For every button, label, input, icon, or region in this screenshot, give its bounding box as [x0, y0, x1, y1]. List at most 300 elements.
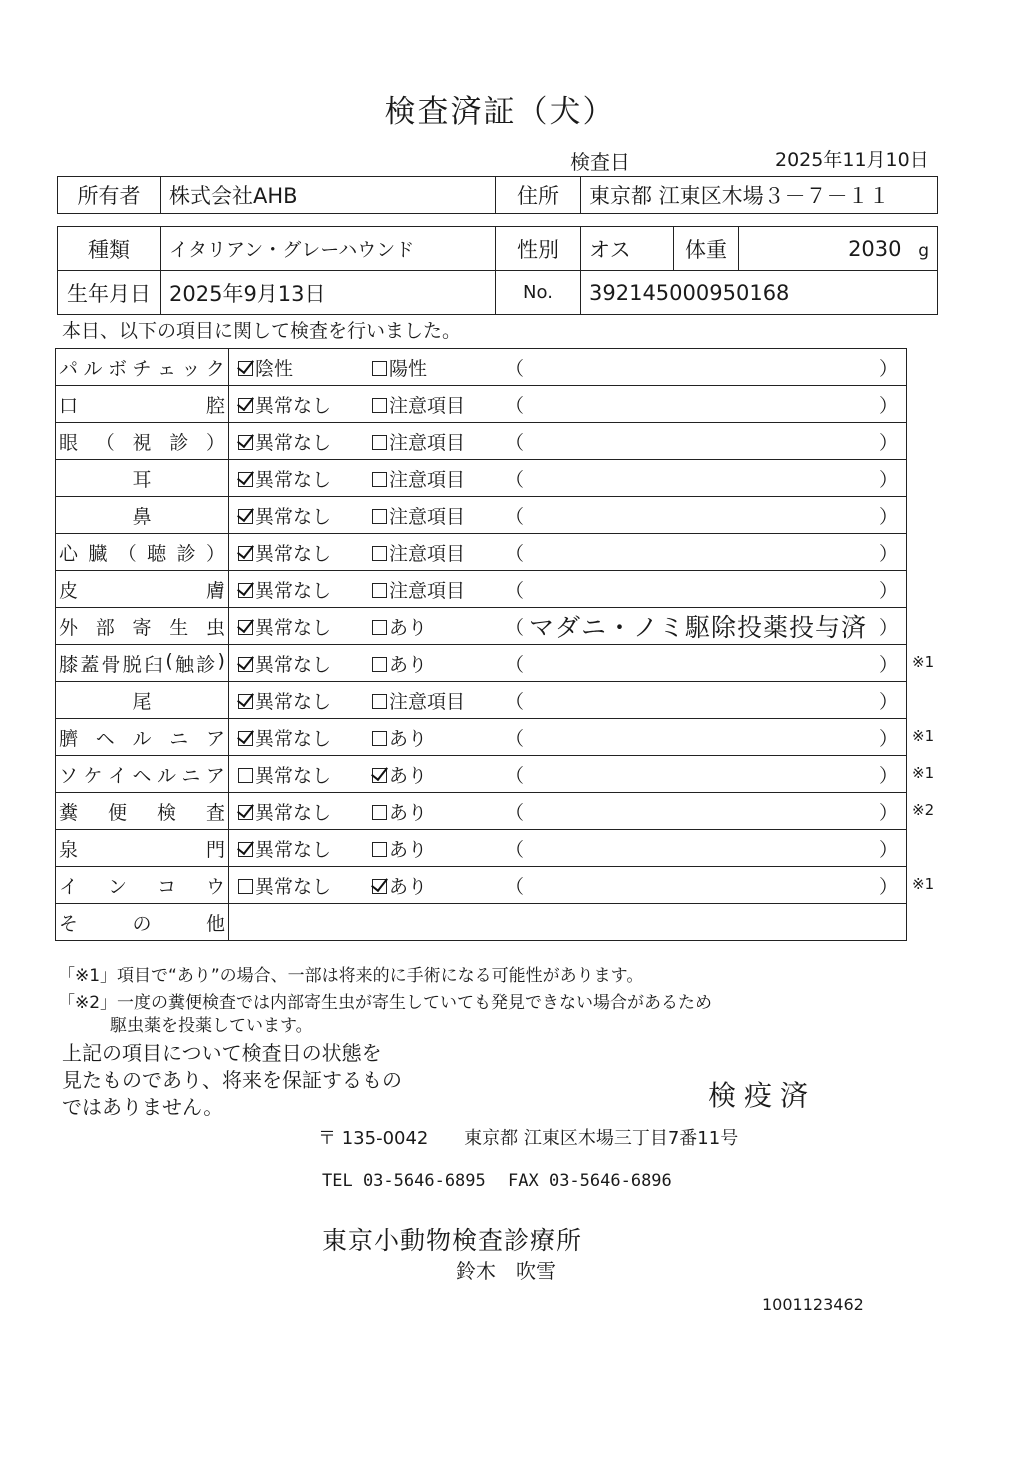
- exam-result-row: [229, 645, 906, 681]
- exam-result-cell: [229, 682, 907, 719]
- label-char: 触: [175, 653, 195, 676]
- label-char: パ: [59, 357, 79, 380]
- label-char: 生: [169, 616, 189, 639]
- exam-result-row: [229, 793, 906, 829]
- paren-open: （: [505, 875, 525, 898]
- checkbox-icon[interactable]: [238, 879, 253, 894]
- label-char: 便: [107, 801, 127, 824]
- clinic-address: 東京都 江東区木場三丁目7番11号: [464, 1128, 739, 1149]
- exam-row: [56, 682, 907, 719]
- exam-item-label: [59, 724, 225, 751]
- label-char: 診: [176, 542, 196, 565]
- paren-close: ）: [878, 431, 898, 454]
- option-normal-label: 異常なし: [255, 801, 332, 824]
- label-char: （: [117, 542, 137, 565]
- label-char: 蓋: [80, 653, 100, 676]
- paren-close: ）: [878, 838, 898, 861]
- exam-result-cell: [229, 534, 907, 571]
- telephone: TEL 03-5646-6895: [322, 1171, 486, 1191]
- checkbox-icon[interactable]: [372, 361, 387, 376]
- exam-result-cell: [229, 608, 907, 645]
- option-normal-label: 異常なし: [255, 394, 332, 417]
- exam-item-name: [56, 682, 229, 719]
- paren-close: ）: [878, 505, 898, 528]
- label-char: 糞: [59, 801, 79, 824]
- weight-cell: [739, 227, 938, 271]
- label-char: 耳: [132, 468, 152, 491]
- option-abnormal[interactable]: [372, 872, 427, 899]
- footnote-ref-mark: ※1: [912, 764, 935, 782]
- exam-item-name: [56, 386, 229, 423]
- option-normal-label: 異常なし: [255, 579, 332, 602]
- paren-open: （: [505, 468, 525, 491]
- label-char: ン: [107, 875, 127, 898]
- exam-result-row: [229, 830, 906, 866]
- exam-item-label: [59, 502, 225, 529]
- exam-item-name: [56, 756, 229, 793]
- option-abnormal[interactable]: [372, 465, 465, 492]
- option-abnormal[interactable]: [372, 613, 427, 640]
- exam-item-label: [59, 539, 225, 566]
- checkbox-icon[interactable]: [238, 620, 253, 635]
- exam-result-cell: [229, 756, 907, 793]
- exam-date-label: 検査日: [570, 150, 630, 174]
- label-char: ル: [132, 727, 152, 750]
- paren-close: ）: [878, 394, 898, 417]
- exam-result-cell: [229, 793, 907, 830]
- checkbox-icon[interactable]: [372, 620, 387, 635]
- option-normal[interactable]: [238, 576, 331, 603]
- paren-open: （: [505, 653, 525, 676]
- exam-row: [56, 386, 907, 423]
- exam-row: [56, 349, 907, 386]
- exam-item-name: [56, 830, 229, 867]
- exam-item-name: [56, 645, 229, 682]
- exam-item-name: [56, 608, 229, 645]
- birth-label: 生年月日: [58, 271, 161, 315]
- exam-result-cell: [229, 571, 907, 608]
- checkbox-icon[interactable]: [238, 657, 253, 672]
- paren-close: ）: [878, 727, 898, 750]
- label-char: 口: [59, 394, 79, 417]
- exam-result-row: [229, 534, 906, 570]
- option-normal-label: 陰性: [255, 357, 294, 380]
- exam-item-name: [56, 719, 229, 756]
- option-abnormal[interactable]: [372, 687, 465, 714]
- label-char: 尾: [132, 690, 152, 713]
- exam-item-name: [56, 904, 229, 941]
- checkbox-icon[interactable]: [238, 398, 253, 413]
- option-normal[interactable]: [238, 613, 331, 640]
- label-char: ル: [83, 357, 103, 380]
- checkbox-icon[interactable]: [238, 472, 253, 487]
- paren-open: （: [505, 579, 525, 602]
- exam-date-value: 2025年11月10日: [775, 149, 929, 171]
- paren-close: ）: [878, 616, 898, 639]
- exam-item-label: [59, 613, 225, 640]
- label-char: 外: [59, 616, 79, 639]
- exam-row: [56, 608, 907, 645]
- exam-item-label: [59, 798, 225, 825]
- label-char: 眼: [59, 431, 79, 454]
- exam-item-name: [56, 571, 229, 608]
- option-abnormal-label: 注意項目: [389, 505, 466, 528]
- option-abnormal[interactable]: [372, 354, 427, 381]
- label-char: イ: [107, 764, 127, 787]
- option-abnormal-label: 注意項目: [389, 468, 466, 491]
- owner-value: 株式会社AHB: [161, 177, 496, 214]
- address-label: 住所: [496, 177, 581, 214]
- exam-result-cell: [229, 423, 907, 460]
- remark-text: マダニ・ノミ駆除投薬投与済: [529, 613, 868, 642]
- exam-result-cell: [229, 497, 907, 534]
- paren-open: （: [505, 542, 525, 565]
- exam-result-row: [229, 682, 906, 718]
- label-char: 聴: [147, 542, 167, 565]
- option-normal-label: 異常なし: [255, 690, 332, 713]
- label-char: 鼻: [132, 505, 152, 528]
- exam-item-label: [59, 576, 225, 603]
- exam-row: [56, 571, 907, 608]
- breed-label: 種類: [58, 227, 161, 271]
- option-abnormal-label: あり: [389, 653, 428, 676]
- sex-label: 性別: [496, 227, 581, 271]
- option-abnormal-label: 注意項目: [389, 542, 466, 565]
- option-abnormal[interactable]: [372, 761, 427, 788]
- footnote-1: 「※1」項目で“あり”の場合、一部は将来的に手術になる可能性があります。: [58, 966, 644, 986]
- option-normal[interactable]: [238, 465, 331, 492]
- exam-result-cell: [229, 719, 907, 756]
- option-abnormal-label: 注意項目: [389, 394, 466, 417]
- label-char: (: [165, 649, 173, 672]
- paren-close: ）: [878, 542, 898, 565]
- no-value: 392145000950168: [581, 271, 938, 315]
- label-char: 膚: [205, 579, 225, 602]
- exam-row: [56, 719, 907, 756]
- no-label: No.: [496, 271, 581, 315]
- exam-result-cell: [229, 460, 907, 497]
- label-char: ボ: [107, 357, 127, 380]
- label-char: の: [132, 912, 152, 935]
- checkbox-icon[interactable]: [372, 731, 387, 746]
- option-abnormal-label: あり: [389, 616, 428, 639]
- label-char: 虫: [205, 616, 225, 639]
- label-char: ケ: [83, 764, 103, 787]
- paren-close: ）: [878, 653, 898, 676]
- option-normal-label: 異常なし: [255, 542, 332, 565]
- fax: FAX 03-5646-6896: [508, 1171, 672, 1191]
- exam-result-row: [229, 460, 906, 496]
- label-char: ソ: [59, 764, 79, 787]
- exam-item-name: [56, 793, 229, 830]
- checkbox-icon[interactable]: [372, 657, 387, 672]
- checkbox-icon[interactable]: [372, 694, 387, 709]
- label-char: 腔: [205, 394, 225, 417]
- footnote-ref-mark: ※1: [912, 875, 935, 893]
- exam-row: [56, 460, 907, 497]
- checkbox-icon[interactable]: [372, 435, 387, 450]
- label-char: ウ: [205, 875, 225, 898]
- option-normal[interactable]: [238, 835, 331, 862]
- option-abnormal[interactable]: [372, 428, 465, 455]
- exam-item-name: [56, 460, 229, 497]
- label-char: ヘ: [95, 727, 115, 750]
- option-abnormal[interactable]: [372, 576, 465, 603]
- checkbox-icon[interactable]: [372, 472, 387, 487]
- exam-row: [56, 497, 907, 534]
- exam-item-label: [59, 872, 225, 899]
- address-value: 東京都 江東区木場３－７－１１: [581, 177, 938, 214]
- exam-result-cell: [229, 830, 907, 867]
- checkbox-icon[interactable]: [372, 546, 387, 561]
- paren-open: （: [505, 838, 525, 861]
- option-abnormal[interactable]: [372, 539, 465, 566]
- paren-close: ）: [878, 468, 898, 491]
- paren-close: ）: [878, 579, 898, 602]
- contact-line: [322, 1171, 672, 1191]
- label-char: 心: [59, 542, 79, 565]
- label-char: ア: [205, 764, 225, 787]
- exam-item-label: [59, 909, 225, 936]
- exam-item-name: [56, 867, 229, 904]
- label-char: ア: [205, 727, 225, 750]
- label-char: 部: [95, 616, 115, 639]
- exam-item-label: [59, 835, 225, 862]
- checkbox-icon[interactable]: [372, 768, 387, 783]
- paren-open: （: [505, 801, 525, 824]
- checkbox-icon[interactable]: [238, 583, 253, 598]
- exam-row-other: [56, 904, 907, 941]
- paren-open: （: [505, 764, 525, 787]
- exam-result-row: [229, 608, 906, 644]
- exam-result-cell: [229, 386, 907, 423]
- exam-result-cell: [229, 867, 907, 904]
- certificate-title: 検査済証（犬）: [384, 94, 616, 130]
- option-normal[interactable]: [238, 502, 331, 529]
- checkbox-icon[interactable]: [372, 509, 387, 524]
- label-char: 寄: [132, 616, 152, 639]
- option-abnormal-label: あり: [389, 875, 428, 898]
- checkbox-icon[interactable]: [372, 583, 387, 598]
- exam-item-label: [59, 650, 225, 677]
- option-normal[interactable]: [238, 798, 331, 825]
- label-char: 他: [205, 912, 225, 935]
- label-char: 膝: [59, 653, 79, 676]
- paren-close: ）: [878, 690, 898, 713]
- exam-item-name: [56, 349, 229, 386]
- label-char: 診: [196, 653, 216, 676]
- label-char: 診: [169, 431, 189, 454]
- label-char: ク: [205, 357, 225, 380]
- footnote-ref-mark: ※2: [912, 801, 935, 819]
- option-normal[interactable]: [238, 650, 331, 677]
- option-normal-label: 異常なし: [255, 875, 332, 898]
- option-normal[interactable]: [238, 391, 331, 418]
- paren-close: ）: [878, 764, 898, 787]
- label-char: 臓: [88, 542, 108, 565]
- label-char: （: [95, 431, 115, 454]
- exam-result-row: [229, 719, 906, 755]
- option-normal[interactable]: [238, 761, 331, 788]
- checkbox-icon[interactable]: [372, 805, 387, 820]
- option-abnormal-label: あり: [389, 727, 428, 750]
- option-normal[interactable]: [238, 539, 331, 566]
- dog-info-table: [57, 226, 938, 315]
- paren-open: （: [505, 690, 525, 713]
- clinic-name: 東京小動物検査診療所: [322, 1226, 583, 1255]
- label-char: ）: [205, 542, 225, 565]
- option-abnormal-label: あり: [389, 764, 428, 787]
- option-abnormal-label: 注意項目: [389, 690, 466, 713]
- quarantine-stamp: 検疫済: [708, 1079, 817, 1112]
- breed-value: イタリアン・グレーハウンド: [161, 227, 496, 271]
- option-abnormal-label: 注意項目: [389, 579, 466, 602]
- option-abnormal-label: あり: [389, 838, 428, 861]
- closing-statement: 上記の項目について検査日の状態を 見たものであり、将来を保証するもの ではありません。: [62, 1041, 402, 1119]
- exam-item-label: [59, 465, 225, 492]
- exam-result-cell: [229, 645, 907, 682]
- label-char: ): [217, 649, 225, 672]
- checkbox-icon[interactable]: [238, 842, 253, 857]
- footnote-ref-mark: ※1: [912, 727, 935, 745]
- option-abnormal[interactable]: [372, 724, 427, 751]
- label-char: ェ: [156, 357, 176, 380]
- paren-open: （: [505, 616, 525, 639]
- option-normal-label: 異常なし: [255, 616, 332, 639]
- option-normal-label: 異常なし: [255, 468, 332, 491]
- postal-code: 〒 135-0042: [318, 1128, 429, 1149]
- paren-open: （: [505, 394, 525, 417]
- option-abnormal-label: 注意項目: [389, 431, 466, 454]
- label-char: 泉: [59, 838, 79, 861]
- owner-label: 所有者: [58, 177, 161, 214]
- option-normal-label: 異常なし: [255, 431, 332, 454]
- label-char: 視: [132, 431, 152, 454]
- label-char: そ: [59, 912, 79, 935]
- label-char: ヘ: [132, 764, 152, 787]
- exam-item-label: [59, 391, 225, 418]
- checkbox-icon[interactable]: [238, 768, 253, 783]
- checkbox-icon[interactable]: [238, 435, 253, 450]
- label-char: チ: [132, 357, 152, 380]
- exam-item-label: [59, 761, 225, 788]
- exam-item-name: [56, 534, 229, 571]
- exam-item-label: [59, 354, 225, 381]
- label-char: 臍: [59, 727, 79, 750]
- paren-open: （: [505, 505, 525, 528]
- option-abnormal-label: 陽性: [389, 357, 428, 380]
- option-normal[interactable]: [238, 724, 331, 751]
- signer-name: 鈴木 吹雪: [456, 1259, 556, 1283]
- checkbox-icon[interactable]: [238, 731, 253, 746]
- option-normal-label: 異常なし: [255, 727, 332, 750]
- owner-table: [57, 176, 938, 214]
- exam-result-cell: [229, 349, 907, 386]
- checkbox-icon[interactable]: [238, 361, 253, 376]
- option-abnormal[interactable]: [372, 835, 427, 862]
- exam-result-row: [229, 349, 906, 385]
- checkbox-icon[interactable]: [372, 398, 387, 413]
- footnote-ref-mark: ※1: [912, 653, 935, 671]
- label-char: ル: [156, 764, 176, 787]
- option-normal-label: 異常なし: [255, 505, 332, 528]
- paren-open: （: [505, 431, 525, 454]
- option-abnormal-label: あり: [389, 801, 428, 824]
- exam-result-row: [229, 571, 906, 607]
- clinic-address-line: [318, 1124, 738, 1150]
- option-normal-label: 異常なし: [255, 653, 332, 676]
- exam-item-name: [56, 423, 229, 460]
- label-char: 門: [205, 838, 225, 861]
- sex-value: オス: [581, 227, 674, 271]
- weight-value: 2030: [848, 236, 902, 261]
- paren-close: ）: [878, 801, 898, 824]
- exam-row: [56, 423, 907, 460]
- paren-close: ）: [878, 357, 898, 380]
- label-char: ）: [205, 431, 225, 454]
- label-char: ッ: [181, 357, 201, 380]
- exam-row: [56, 645, 907, 682]
- label-char: 検: [156, 801, 176, 824]
- label-char: 臼: [144, 653, 164, 676]
- other-remarks-cell: [229, 904, 907, 941]
- paren-close: ）: [878, 875, 898, 898]
- option-normal[interactable]: [238, 428, 331, 455]
- paren-open: （: [505, 357, 525, 380]
- label-char: 脱: [122, 653, 142, 676]
- exam-item-name: [56, 497, 229, 534]
- exam-row: [56, 830, 907, 867]
- option-normal[interactable]: [238, 354, 293, 381]
- option-normal[interactable]: [238, 872, 331, 899]
- checkbox-icon[interactable]: [372, 842, 387, 857]
- exam-item-label: [59, 687, 225, 714]
- exam-row: [56, 867, 907, 904]
- label-char: コ: [156, 875, 176, 898]
- exam-row: [56, 756, 907, 793]
- checkbox-icon[interactable]: [372, 879, 387, 894]
- label-char: 皮: [59, 579, 79, 602]
- intro-text: 本日、以下の項目に関して検査を行いました。: [62, 320, 462, 342]
- paren-open: （: [505, 727, 525, 750]
- option-abnormal[interactable]: [372, 391, 465, 418]
- checkbox-icon[interactable]: [238, 694, 253, 709]
- label-char: 骨: [101, 653, 121, 676]
- label-char: ニ: [181, 764, 201, 787]
- option-abnormal[interactable]: [372, 502, 465, 529]
- option-normal[interactable]: [238, 687, 331, 714]
- birth-value: 2025年9月13日: [161, 271, 496, 315]
- checkbox-icon[interactable]: [238, 805, 253, 820]
- label-char: 査: [205, 801, 225, 824]
- weight-label: 体重: [674, 227, 739, 271]
- exam-result-row: [229, 867, 906, 903]
- checkbox-icon[interactable]: [238, 546, 253, 561]
- option-normal-label: 異常なし: [255, 764, 332, 787]
- checkbox-icon[interactable]: [238, 509, 253, 524]
- option-abnormal[interactable]: [372, 650, 427, 677]
- footnote-2-continued: 駆虫薬を投薬しています。: [110, 1016, 313, 1036]
- document-number: 1001123462: [762, 1295, 864, 1314]
- label-char: イ: [59, 875, 79, 898]
- exam-result-row: [229, 756, 906, 792]
- option-abnormal[interactable]: [372, 798, 427, 825]
- label-char: ニ: [169, 727, 189, 750]
- exam-result-row: [229, 386, 906, 422]
- exam-row: [56, 534, 907, 571]
- exam-result-row: [229, 497, 906, 533]
- exam-item-label: [59, 428, 225, 455]
